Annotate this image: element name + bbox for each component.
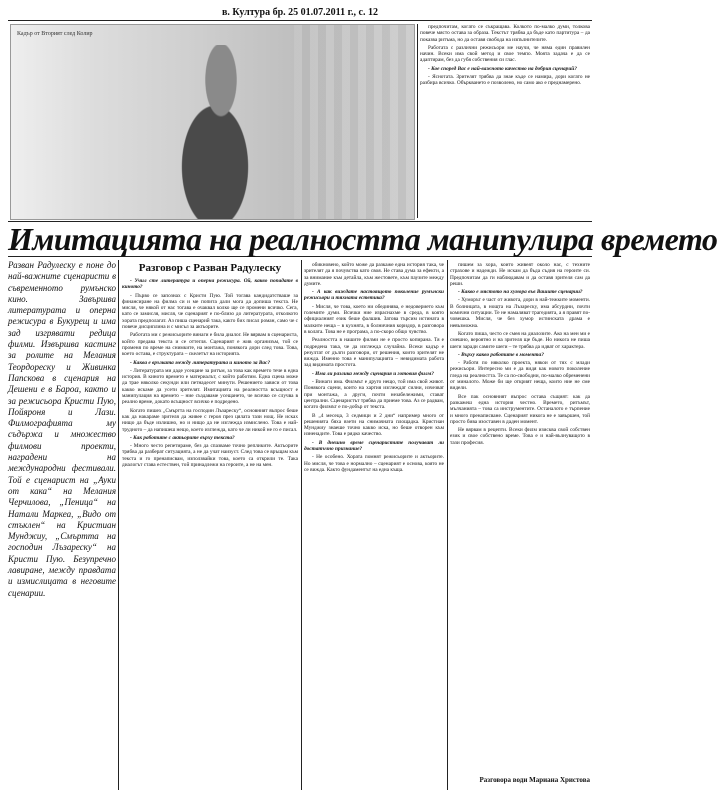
- paragraph: - Хуморът е част от живота, дори в най-тежките моменти. В болницата, в нощта на Лъзареску, има абсурдни, почти комични ситуации. Те не намаляват трагедията, а я правят по-човешка. Мисля, че без хумор истинската драма е невъзможна.: [450, 297, 590, 329]
- paragraph: Когато пишех „Смъртта на господин Лъзареску“, основният въпрос беше как да накараме зрителя да живее с героя през цялата тази нощ. Не исках нищо да бъде излишно, но и нищо да не изглежда измислено. Това е най-трудното – да напишеш нещо, което изглежда, като че ли никой не го е писал.: [122, 407, 298, 433]
- interview-photo: [10, 24, 415, 220]
- paragraph: - Какво е мястото на хумора във Вашите сценарии?: [458, 289, 583, 296]
- paragraph: Не вярвам в рецепти. Всеки филм изисква свой собствен език и свое собствено време. Това е и най-вълнуващото в тази професия.: [450, 427, 590, 446]
- paragraph: - Кое според Вас е най-важното качество на добрия сценарий?: [428, 65, 577, 72]
- newspaper-page: [8, 6, 717, 794]
- paragraph: В „4 месеца, 3 седмици и 2 дни“ например много от решенията бяха взети на снимачната площадка. Кристиан Мунджиу знаеше точно какво иска, но беше отворен към изненадите. Това е рядко качество.: [304, 412, 444, 438]
- photo-curtain: [294, 25, 414, 219]
- paragraph: - Мисля, че това, което ни обединява, е недоверието към големите думи. Всички ние израснахме в среда, в която официалният език беше фалшив. Затова търсим истината в малките неща – в кухнята, в болничния коридор, в разговора в колата. Това не е програма, а по-скоро общо чувство.: [304, 303, 444, 335]
- paragraph: - Много често репетираме, без да спазваме точно репликите. Актьорите трябва да разберат ситуацията, а не да учат наизуст. След това се връщам към текста и го пренаписвам, използвайки това, което са открили те. Така диалогът става естествен, той принадлежи на героите, а не на мен.: [122, 443, 298, 469]
- paragraph: - Работя по няколко проекта, някои от тях с млади режисьори. Интересно ми е да видя как новото поколение гледа на реалността. Те са по-свободни, по-малко обременени от миналото. Може би ще открият неща, които ние не сме видели.: [450, 360, 590, 392]
- paragraph: Работата с различни режисьори ме научи, че няма един правилен начин. Всеки има свой метод и свое темпо. Моята задача е да се адаптирам, без да губя собствения си глас.: [420, 44, 590, 64]
- column-1: [122, 278, 298, 790]
- paragraph: - Как работите с актьорите върху текста?: [130, 434, 235, 441]
- paragraph: - Първо се запознах с Кристи Пую. Той тогава кандидатстваше за финансиране на филма си и ме попита дали мога да допиша текста. Не мисля, че някой от нас тогава е очаквал колко ще се промени всичко. Сега, като се замисля, мисля, че сценарият е по-близо до литературата, отколкото хората предполагат. Аз пиша сценарий така, както бих писал роман, само че с повече дисциплина и с мисъл за актьорите.: [122, 292, 298, 331]
- paragraph: - Литературата ми даде усещане за ритъм, за това как времето тече в една история. В киното времето е материалът, с който работим. Една сцена може да трае няколко секунди или петнадесет минути. Решението зависи от това какво искаме да усети зрителят. Имитацията на реалността всъщност е манипулация на времето – ние създаваме усещането, че всичко се случва в реално време, докато всъщност всичко е подредено.: [122, 367, 298, 406]
- paragraph: пишем за хора, които живеят около нас, с техните страхове и надежди. Не искам да бъда съдия на героите си. Предпочитам да ги наблюдавам и да оставя зрителя сам да реши.: [450, 262, 590, 287]
- column-rule: [301, 260, 302, 790]
- subhead: Разговор с Разван Радулеску: [138, 262, 282, 274]
- photo-figure: [161, 45, 281, 219]
- paragraph: Все пак основният въпрос остава същият: как да разкажеш една история честно. Времето, ритъмът, мълчанията – това са инструментите. Останалото е търпение и много пренаписване. Сценарият никога не е завършен, той просто бива изоставен в даден момент.: [450, 393, 590, 425]
- headline: Имитацията на реалността манипулира времето: [8, 221, 717, 257]
- column-3: [450, 262, 590, 772]
- paragraph: Реалността в нашите филми не е просто копирана. Тя е подредена така, че да изглежда случайна. Всеки кадър е резултат от дълги разговори, от решения, които зрителят не вижда. Именно това е манипулацията – невидимата работа зад видимата простота.: [304, 337, 444, 369]
- paragraph: Когато пиша, често се смея на диалозите. Ако на мен ми е смешно, вероятно и на зрителя ще бъде. Но никога не пиша шеги заради самите шеги – те трябва да идват от характера.: [450, 330, 590, 350]
- paragraph: - Каква е връзката между литературата и киното за Вас?: [130, 359, 271, 366]
- paragraph: - Учил сте литература и оперна режисура. Ой, какво попадате в киното?: [122, 278, 298, 291]
- paragraph: - А как виждате настоящото поколение румънски режисьори и тяхната естетика?: [304, 289, 444, 302]
- signature: Разговора води Мариана Христова: [479, 776, 590, 784]
- paragraph: предпочитам, когато се съкращава. Колкото по-малко думи, толкова повече място остава за образа. Текстът трябва да бъде като партитура – да показва ритъма, но да оставя свобода на изпълнителите.: [420, 24, 590, 43]
- paragraph: - Има ли разлика между сценария и готовия филм?: [312, 370, 434, 377]
- paragraph: - Не особено. Хората помнят режисьорите и актьорите. Но мисля, че това е нормално – сценарият е основа, която не се вижда. Както фундаментът на една къща.: [304, 454, 444, 473]
- paragraph: - Яснотата. Зрителят трябва да знае къде се намира, дори когато не разбира всичко. Объркването е позволено, но само ако е преднамерено.: [420, 74, 590, 87]
- paragraph: - Върху какво работите в момента?: [458, 351, 544, 358]
- paragraph: - Винаги има. Филмът е друго нещо, той има свой живот. Понякога сцени, които на хартия изглеждат силни, изчезват при монтажа, а други, почти незабележими, стават централни. Сценаристът трябва да приеме това. Аз се радвам, когато филмът е по-добър от текста.: [304, 379, 444, 411]
- column-rule: [417, 24, 418, 218]
- lede-intro: Разван Радулеску е поне до най-важните сценаристи в съвременното румънско кино. Завършва литературата и оперна режисура в Букурещ и има зад изгрявати редица филми. Извършва кастинг за ролите на Мелания Теордореску и Живинка Папскова в сценария на Дешени е в Бароа, както и за режисьора Кристи Пую, Пойяроня и Лази. Филмографията му съдържа и множество филмови проекти, наградени на международни фестивали. Той е сценарист на „Ауки от кака“ на Мелания Черчилова, „Пеница“ на Натали Маркеа, „Видо от стъклен“ на Кристиан Мунджиу, „Смъртта на господин Лъзареску“ на Кристи Пую. Безупречно лавиране, между правдата и измислицата в неговите сценарии.: [8, 260, 116, 598]
- column-2: [304, 262, 444, 790]
- column-rule: [447, 260, 448, 790]
- column-rule: [118, 260, 119, 790]
- page-header: в. Култура бр. 25 01.07.2011 г., с. 12: [8, 6, 592, 21]
- paragraph: Работата ми с режисьорите винаги е била диалог. Не вярвам в сценариста, който предава текста и се оттегля. Сценарият е жив организъм, той се променя по време на снимките, на монтажа, понякога дори след това. Това, което остава, е структурата – скелетът на историята.: [122, 332, 298, 358]
- right-top-column: [420, 24, 590, 218]
- paragraph: обикновено, който може да разкаже една история така, че зрителят да я почувства като своя. Не става дума за ефекти, а за внимание към детайла, към жестовете, към паузите между думите.: [304, 262, 444, 287]
- photo-credit: Кадър от Вторият след Колир: [17, 31, 93, 37]
- paragraph: - В днешно време сценаристите получават ли достатъчно признание?: [304, 439, 444, 453]
